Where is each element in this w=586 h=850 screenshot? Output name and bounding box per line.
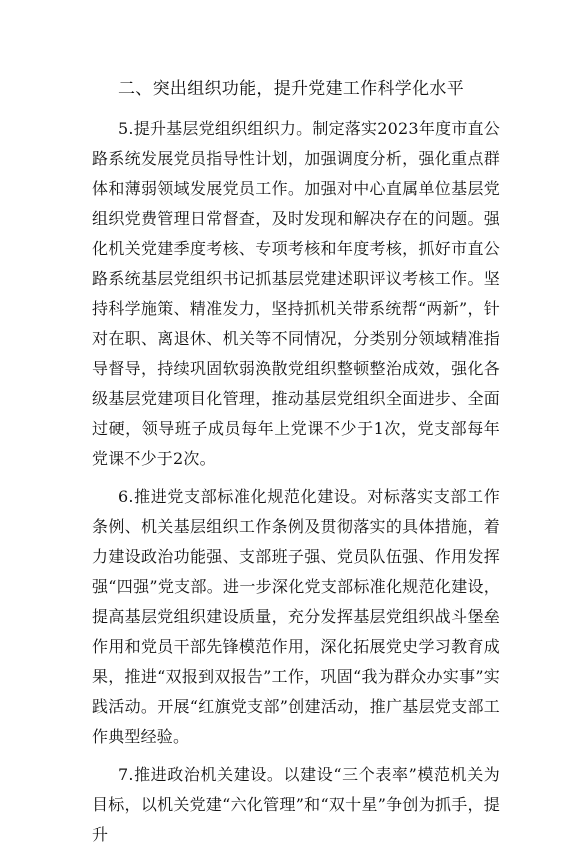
paragraph-6-lead: 6.推进党支部标准化规范化建设。: [118, 487, 368, 506]
section-heading: 二、突出组织功能，提升党建工作科学化水平: [118, 79, 464, 99]
paragraph-7-lead: 7.推进政治机关建设。: [118, 765, 284, 784]
paragraph-7-body: 以建设“三个表率”模范机关为目标，以机关党建“六化管理”和“双十星”争创为抓手，提升: [92, 765, 500, 844]
paragraph-5: [92, 114, 500, 474]
paragraph-6-body: 对标落实支部工作条例、机关基层组织工作条例及贯彻落实的具体措施，着力建设政治功能强、支部班子强、党员队伍强、作用发挥强“四强”党支部。进一步深化党支部标准化规范化建设，提高基层党组织建设质量，充分发挥基层党组织战斗堡垒作用和党员干部先锋模范作用，深化拓展党史学习教育成果，推进“双报到双报告”工作，巩固“我为群众办实事”实践活动。开展“红旗党支部”创建活动，推广基层党支部工作典型经验。: [92, 487, 500, 746]
paragraph-7: [92, 760, 500, 850]
paragraph-6: [92, 482, 500, 752]
paragraph-5-body: 制定落实2023年度市直公路系统发展党员指导性计划，加强调度分析，强化重点群体和薄弱领域发展党员工作。加强对中心直属单位基层党组织党费管理日常督查，及时发现和解决存在的问题。强化机关党建季度考核、专项考核和年度考核，抓好市直公路系统基层党组织书记抓基层党建述职评议考核工作。坚持科学施策、精准发力，坚持抓机关带系统帮“两新”，针对在职、离退休、机关等不同情况，分类别分领域精准指导督导，持续巩固软弱涣散党组织整顿整治成效，强化各级基层党建项目化管理，推动基层党组织全面进步、全面过硬，领导班子成员每年上党课不少于1次，党支部每年党课不少于2次。: [92, 119, 500, 468]
paragraph-5-lead: 5.提升基层党组织组织力。: [118, 119, 313, 138]
